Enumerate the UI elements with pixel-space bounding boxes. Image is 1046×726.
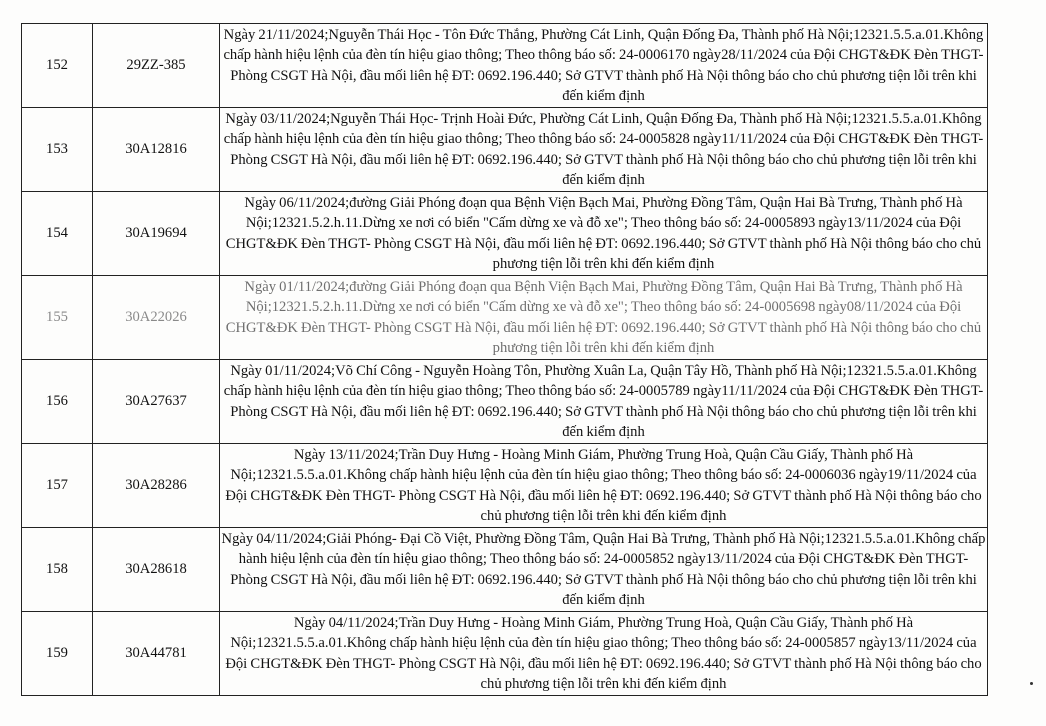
violation-description-text: Ngày 04/11/2024;Trần Duy Hưng - Hoàng Minh Giám, Phường Trung Hoà, Quận Cầu Giấy, Thành phố Hà Nội;12321.5.5.a.01.Không chấp hành hiệu lệnh của đèn tín hiệu giao thông; Theo thông báo số: 24-0005857 ngày13/11/2024 của Đội CHGT&ĐK Đèn THGT- Phòng CSGT Hà Nội, đầu mối liên hệ ĐT: 0692.196.440; Sở GTVT thành phố Hà Nội thông báo cho chủ phương tiện lỗi trên khi đến kiểm định	[225, 614, 982, 692]
license-plate: 29ZZ-385	[93, 24, 220, 108]
violation-description-text: Ngày 03/11/2024;Nguyễn Thái Học- Trịnh Hoài Đức, Phường Cát Linh, Quận Đống Đa, Thành phố Hà Nội;12321.5.5.a.01.Không chấp hành hiệu lệnh của đèn tín hiệu giao thông; Theo thông báo số: 24-0005828 ngày11/11/2024 của Đội CHGT&ĐK Đèn THGT- Phòng CSGT Hà Nội, đầu mối liên hệ ĐT: 0692.196.440; Sở GTVT thành phố Hà Nội thông báo cho chủ phương tiện lỗi trên khi đến kiểm định	[223, 110, 984, 188]
row-number: 154	[22, 192, 93, 276]
row-number: 153	[22, 108, 93, 192]
table-row	[22, 612, 988, 696]
violation-description-text: Ngày 06/11/2024;đường Giải Phóng đoạn qua Bệnh Viện Bạch Mai, Phường Đồng Tâm, Quận Hai Bà Trưng, Thành phố Hà Nội;12321.5.2.h.11.Dừng xe nơi có biển "Cấm dừng xe và đỗ xe"; Theo thông báo số: 24-0005893 ngày13/11/2024 của Đội CHGT&ĐK Đèn THGT- Phòng CSGT Hà Nội, đầu mối liên hệ ĐT: 0692.196.440; Sở GTVT thành phố Hà Nội thông báo cho chủ phương tiện lỗi trên khi đến kiểm định	[225, 194, 982, 272]
license-plate: 30A44781	[93, 612, 220, 696]
table-row	[22, 276, 988, 360]
row-number: 159	[22, 612, 93, 696]
violation-description-text: Ngày 04/11/2024;Giải Phóng- Đại Cồ Việt, Phường Đồng Tâm, Quận Hai Bà Trưng, Thành phố Hà Nội;12321.5.5.a.01.Không chấp hành hiệu lệnh của đèn tín hiệu giao thông; Theo thông báo số: 24-0005852 ngày13/11/2024 của Đội CHGT&ĐK Đèn THGT- Phòng CSGT Hà Nội, đầu mối liên hệ ĐT: 0692.196.440; Sở GTVT thành phố Hà Nội thông báo cho chủ phương tiện lỗi trên khi đến kiểm định	[221, 530, 986, 608]
table-row	[22, 444, 988, 528]
violation-description	[220, 528, 988, 612]
violation-description	[220, 276, 988, 360]
violation-description-text: Ngày 01/11/2024;đường Giải Phóng đoạn qua Bệnh Viện Bạch Mai, Phường Đồng Tâm, Quận Hai Bà Trưng, Thành phố Hà Nội;12321.5.2.h.11.Dừng xe nơi có biển "Cấm dừng xe và đỗ xe"; Theo thông báo số: 24-0005698 ngày08/11/2024 của Đội CHGT&ĐK Đèn THGT- Phòng CSGT Hà Nội, đầu mối liên hệ ĐT: 0692.196.440; Sở GTVT thành phố Hà Nội thông báo cho chủ phương tiện lỗi trên khi đến kiểm định	[225, 278, 982, 356]
violations-table-body	[22, 24, 988, 696]
table-row	[22, 192, 988, 276]
license-plate: 30A28286	[93, 444, 220, 528]
table-row	[22, 528, 988, 612]
violation-description	[220, 612, 988, 696]
license-plate: 30A27637	[93, 360, 220, 444]
violation-description	[220, 24, 988, 108]
violation-description-text: Ngày 13/11/2024;Trần Duy Hưng - Hoàng Minh Giám, Phường Trung Hoà, Quận Cầu Giấy, Thành phố Hà Nội;12321.5.5.a.01.Không chấp hành hiệu lệnh của đèn tín hiệu giao thông; Theo thông báo số: 24-0006036 ngày19/11/2024 của Đội CHGT&ĐK Đèn THGT- Phòng CSGT Hà Nội, đầu mối liên hệ ĐT: 0692.196.440; Sở GTVT thành phố Hà Nội thông báo cho chủ phương tiện lỗi trên khi đến kiểm định	[225, 446, 982, 524]
violation-description	[220, 108, 988, 192]
row-number: 156	[22, 360, 93, 444]
violation-description	[220, 360, 988, 444]
row-number: 152	[22, 24, 93, 108]
row-number: 155	[22, 276, 93, 360]
violation-description	[220, 192, 988, 276]
license-plate: 30A28618	[93, 528, 220, 612]
scan-speck	[1030, 682, 1033, 685]
table-row	[22, 360, 988, 444]
violation-description-text: Ngày 01/11/2024;Võ Chí Công - Nguyễn Hoàng Tôn, Phường Xuân La, Quận Tây Hồ, Thành phố Hà Nội;12321.5.5.a.01.Không chấp hành hiệu lệnh của đèn tín hiệu giao thông; Theo thông báo số: 24-0005789 ngày11/11/2024 của Đội CHGT&ĐK Đèn THGT- Phòng CSGT Hà Nội, đầu mối liên hệ ĐT: 0692.196.440; Sở GTVT thành phố Hà Nội thông báo cho chủ phương tiện lỗi trên khi đến kiểm định	[223, 362, 984, 440]
license-plate: 30A12816	[93, 108, 220, 192]
violation-description-text: Ngày 21/11/2024;Nguyễn Thái Học - Tôn Đức Thắng, Phường Cát Linh, Quận Đống Đa, Thành phố Hà Nội;12321.5.5.a.01.Không chấp hành hiệu lệnh của đèn tín hiệu giao thông; Theo thông báo số: 24-0006170 ngày28/11/2024 của Đội CHGT&ĐK Đèn THGT- Phòng CSGT Hà Nội, đầu mối liên hệ ĐT: 0692.196.440; Sở GTVT thành phố Hà Nội thông báo cho chủ phương tiện lỗi trên khi đến kiểm định	[223, 26, 984, 104]
license-plate: 30A19694	[93, 192, 220, 276]
table-row	[22, 108, 988, 192]
license-plate: 30A22026	[93, 276, 220, 360]
row-number: 157	[22, 444, 93, 528]
table-row	[22, 24, 988, 108]
row-number: 158	[22, 528, 93, 612]
violation-description	[220, 444, 988, 528]
violations-table	[21, 23, 988, 696]
